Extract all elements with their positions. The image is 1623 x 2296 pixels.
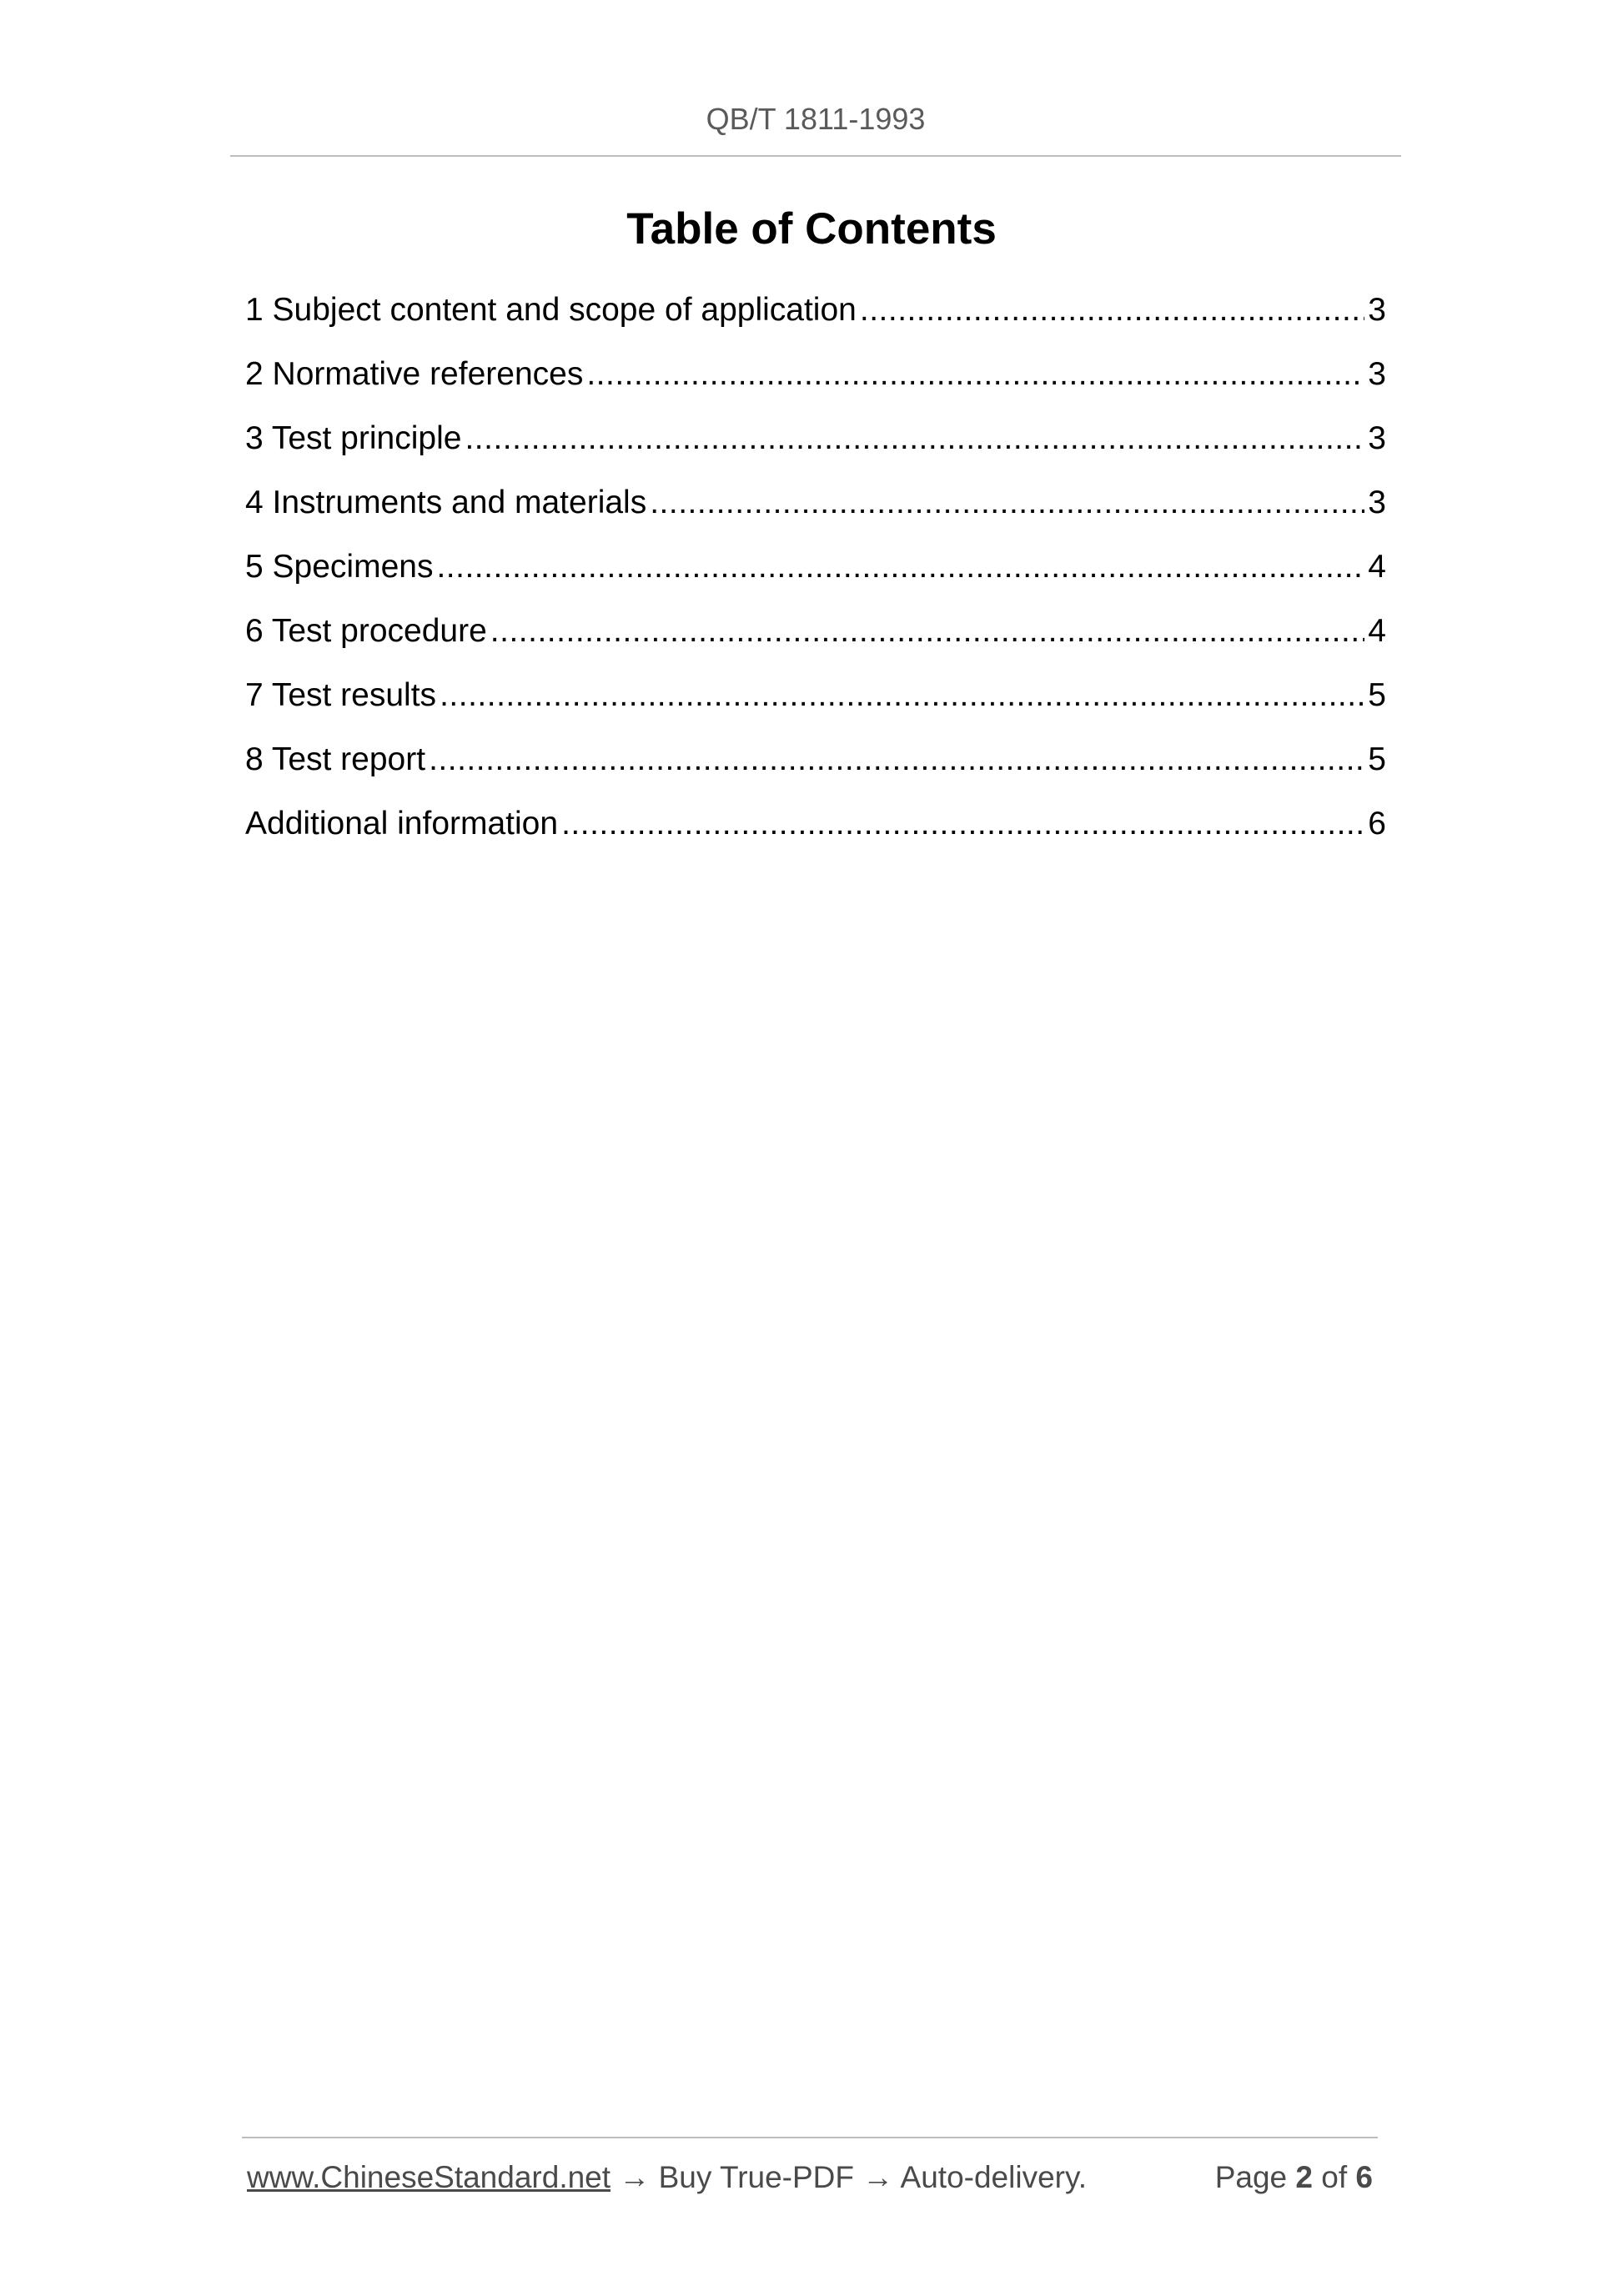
toc-dot-leader <box>429 735 1364 785</box>
toc-entry-page: 3 <box>1368 420 1386 456</box>
toc-entry-subject-content[interactable] <box>245 285 1386 349</box>
toc-entry-test-procedure[interactable] <box>245 606 1386 671</box>
toc-entry-page: 3 <box>1368 292 1386 328</box>
arrow-right-icon: → <box>619 2160 651 2194</box>
document-code: QB/T 1811-1993 <box>706 102 926 136</box>
page-header <box>230 93 1401 157</box>
toc-dot-leader <box>860 285 1364 335</box>
arrow-right-icon: → <box>862 2160 894 2194</box>
toc-entry-label: 8 Test report <box>245 741 426 777</box>
website-link[interactable]: www.ChineseStandard.net <box>247 2160 611 2194</box>
toc-entry-label: 4 Instruments and materials <box>245 485 647 520</box>
toc-dot-leader <box>465 414 1364 464</box>
footer-promo <box>247 2160 1087 2195</box>
toc-dot-leader <box>436 542 1364 592</box>
toc-entry-page: 5 <box>1368 677 1386 713</box>
toc-entry-additional-information[interactable] <box>245 799 1386 863</box>
toc-entry-label: 6 Test procedure <box>245 613 487 649</box>
toc-title: Table of Contents <box>626 204 997 254</box>
toc-entry-label: 7 Test results <box>245 677 437 713</box>
toc-list <box>245 285 1386 863</box>
toc-entry-page: 5 <box>1368 741 1386 777</box>
toc-entry-page: 3 <box>1368 485 1386 520</box>
of-word: of <box>1321 2160 1348 2194</box>
toc-entry-label: 3 Test principle <box>245 420 462 456</box>
toc-dot-leader <box>650 478 1364 528</box>
toc-dot-leader <box>490 606 1365 656</box>
auto-delivery-text: Auto-delivery. <box>900 2160 1088 2194</box>
total-pages-number: 6 <box>1355 2160 1373 2194</box>
toc-entry-test-report[interactable] <box>245 735 1386 799</box>
page-word: Page <box>1214 2160 1288 2194</box>
toc-dot-leader <box>586 349 1364 399</box>
toc-entry-page: 4 <box>1368 549 1386 585</box>
toc-entry-specimens[interactable] <box>245 542 1386 606</box>
toc-entry-page: 3 <box>1368 356 1386 392</box>
toc-entry-normative-references[interactable] <box>245 349 1386 414</box>
toc-entry-label: 5 Specimens <box>245 549 434 585</box>
toc-dot-leader <box>440 671 1364 721</box>
page-indicator <box>1215 2160 1373 2195</box>
toc-entry-instruments-materials[interactable] <box>245 478 1386 542</box>
toc-entry-page: 4 <box>1368 613 1386 649</box>
toc-entry-label: 2 Normative references <box>245 356 584 392</box>
toc-entry-label: 1 Subject content and scope of application <box>245 292 857 328</box>
current-page-number: 2 <box>1295 2160 1313 2194</box>
buy-true-pdf-text: Buy True-PDF <box>658 2160 855 2194</box>
toc-entry-label: Additional information <box>245 806 559 842</box>
page-footer <box>242 2137 1378 2205</box>
toc-entry-page: 6 <box>1368 806 1386 842</box>
toc-entry-test-principle[interactable] <box>245 414 1386 478</box>
toc-entry-test-results[interactable] <box>245 671 1386 735</box>
toc-dot-leader <box>561 799 1364 849</box>
